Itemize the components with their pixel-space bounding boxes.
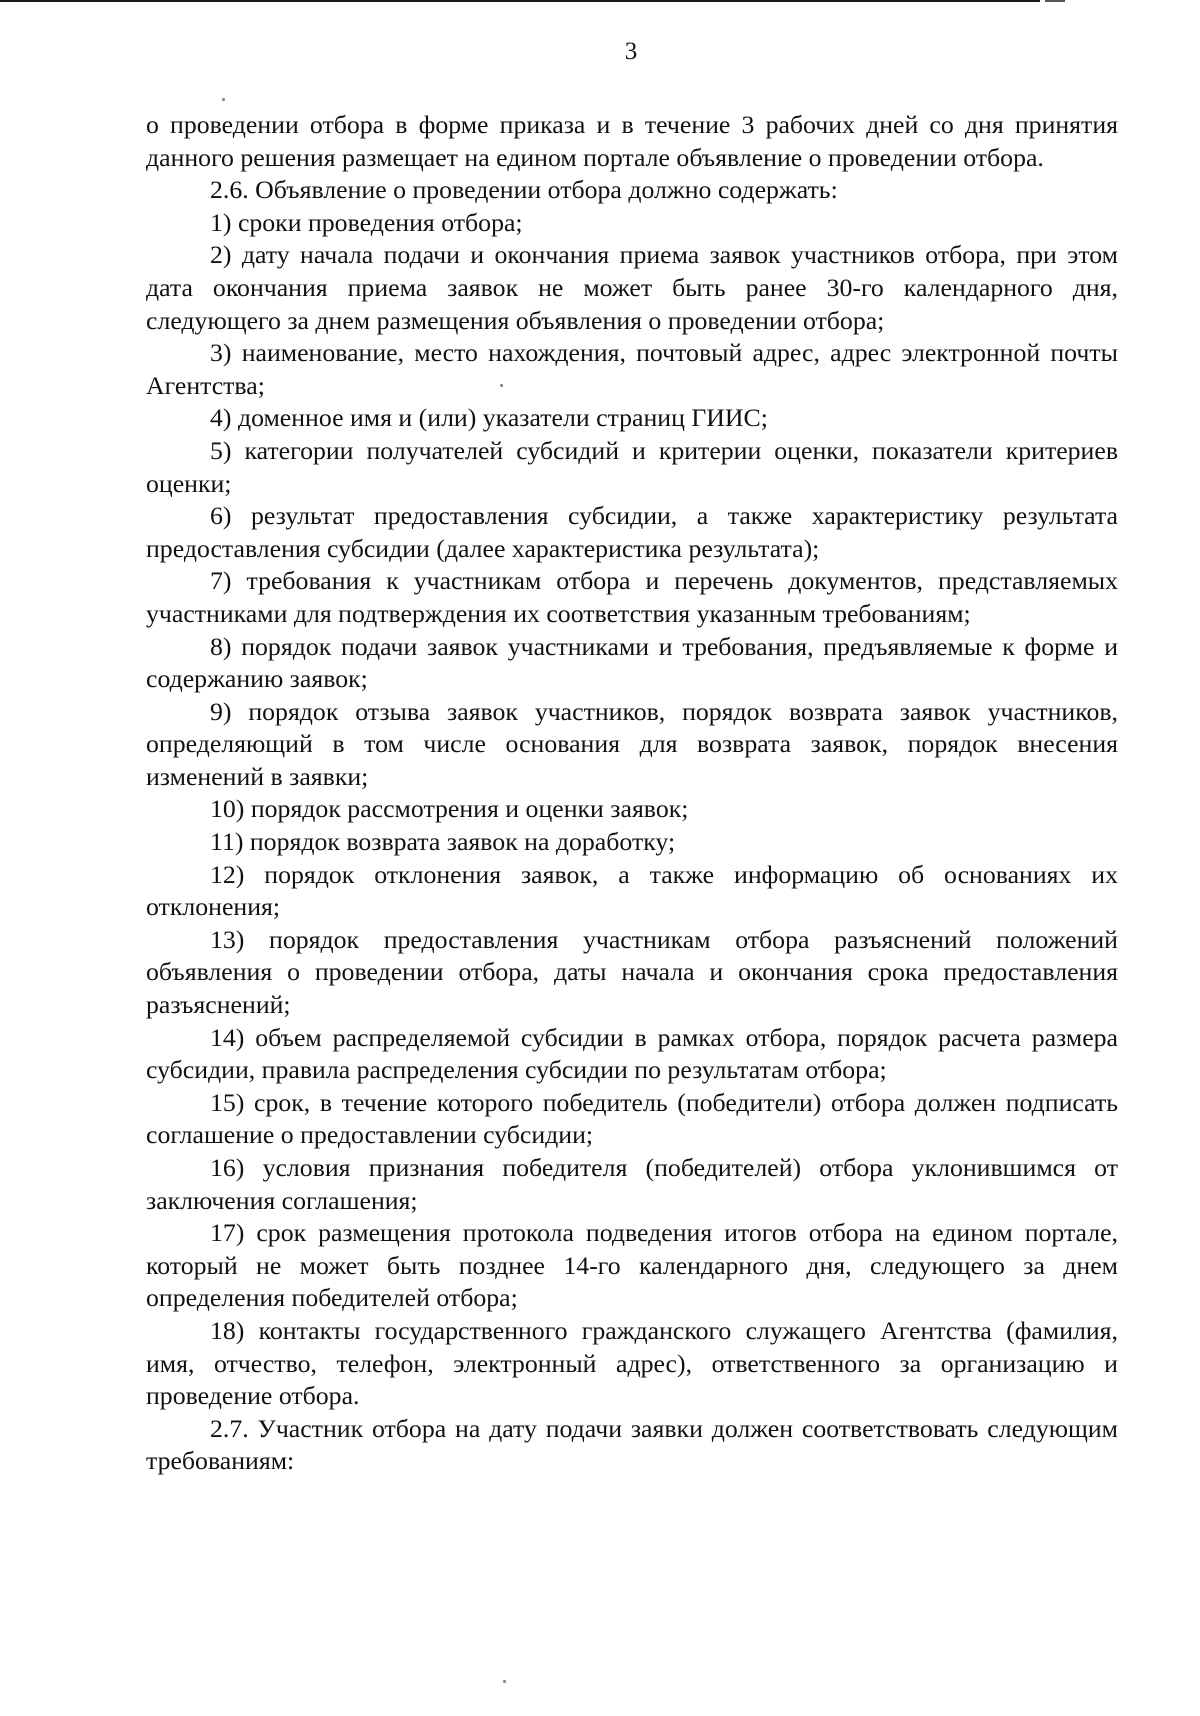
- paragraph-continuation: о проведении отбора в форме приказа и в течение 3 рабочих дней со дня принятия данного решения размещает на едином портале объявление о проведении отбора.: [146, 110, 1118, 172]
- list-item-3: 3) наименование, место нахождения, почтовый адрес, адрес электронной почты Агентства;: [146, 338, 1118, 400]
- scan-speck: [222, 98, 225, 101]
- list-item-15: 15) срок, в течение которого победитель (победители) отбора должен подписать соглашение о предоставлении субсидии;: [146, 1087, 1118, 1150]
- list-item-5: 5) категории получателей субсидий и критерии оценки, показатели критериев оценки;: [146, 435, 1118, 498]
- list-item-10: 10) порядок рассмотрения и оценки заявок;: [210, 794, 689, 824]
- list-item-7: 7) требования к участникам отбора и перечень документов, представляемых участниками для подтверждения их соответствия указанным требованиям;: [146, 566, 1118, 628]
- list-item-13: 13) порядок предоставления участникам отбора разъяснений положений объявления о проведении отбора, даты начала и окончания срока предоставления разъяснений;: [146, 924, 1118, 1020]
- list-item-9: 9) порядок отзыва заявок участников, порядок возврата заявок участников, определяющий в том числе основания для возврата заявок, порядок внесения изменений в заявки;: [146, 696, 1118, 791]
- list-item-6: 6) результат предоставления субсидии, а также характеристику результата предоставления субсидии (далее характеристика результата);: [146, 501, 1118, 563]
- scan-top-border-fragment: [1045, 0, 1065, 2]
- document-body: [146, 109, 1118, 1478]
- section-2-7-heading: 2.7. Участник отбора на дату подачи заявки должен соответствовать следующим требованиям:: [146, 1413, 1118, 1476]
- list-item-8: 8) порядок подачи заявок участниками и требования, предъявляемые к форме и содержанию заявок;: [146, 631, 1118, 694]
- list-item-14: 14) объем распределяемой субсидии в рамках отбора, порядок расчета размера субсидии, правила распределения субсидии по результатам отбора;: [146, 1022, 1118, 1085]
- list-item-17: 17) срок размещения протокола подведения итогов отбора на едином портале, который не может быть позднее 14-го календарного дня, следующего за днем определения победителей отбора;: [146, 1218, 1118, 1313]
- list-item-2: 2) дату начала подачи и окончания приема заявок участников отбора, при этом дата окончания приема заявок не может быть ранее 30-го календарного дня, следующего за днем размещения объявления о проведении отбора;: [146, 240, 1118, 335]
- list-item-1: 1) сроки проведения отбора;: [210, 207, 523, 237]
- scan-speck: [503, 1680, 506, 1683]
- list-item-11: 11) порядок возврата заявок на доработку;: [210, 827, 676, 857]
- scan-top-border: [0, 0, 1040, 2]
- page-number: 3: [624, 38, 638, 65]
- list-item-4: 4) доменное имя и (или) указатели страниц ГИИС;: [210, 403, 768, 433]
- list-item-12: 12) порядок отклонения заявок, а также информацию об основаниях их отклонения;: [146, 859, 1118, 922]
- list-item-16: 16) условия признания победителя (победителей) отбора уклонившимся от заключения соглашения;: [146, 1153, 1118, 1215]
- section-2-6-heading: 2.6. Объявление о проведении отбора должно содержать:: [210, 175, 838, 205]
- list-item-18: 18) контакты государственного гражданского служащего Агентства (фамилия, имя, отчество, телефон, электронный адрес), ответственного за организацию и проведение отбора.: [146, 1315, 1118, 1411]
